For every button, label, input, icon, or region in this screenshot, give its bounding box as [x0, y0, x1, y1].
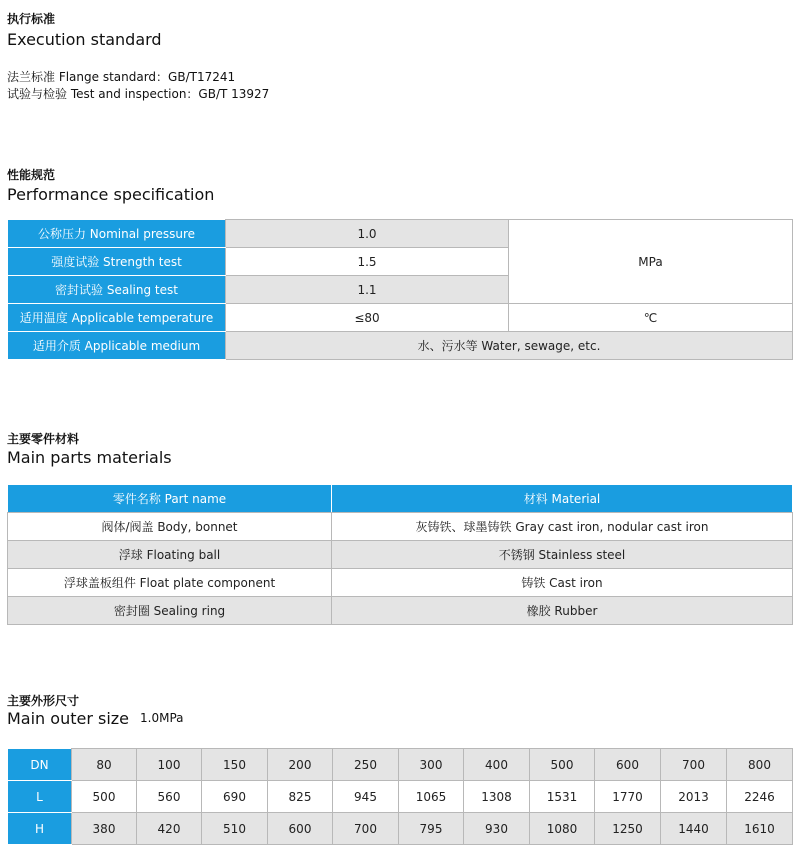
table-row [8, 813, 793, 845]
size-cell: 795 [399, 813, 464, 845]
material-cell: 不锈钢 Stainless steel [332, 541, 793, 569]
size-row-label: H [8, 813, 72, 845]
size-title-en: Main outer size [7, 709, 130, 728]
material-header: 材料 Material [332, 485, 793, 513]
table-row [8, 749, 793, 781]
flange-standard-line: 法兰标准 Flange standard：GB/T17241 [7, 70, 236, 84]
size-row-label: DN [8, 749, 72, 781]
size-cell: 80 [72, 749, 137, 781]
performance-label: 适用温度 Applicable temperature [8, 304, 226, 332]
size-cell: 1308 [464, 781, 530, 813]
table-row [8, 569, 793, 597]
size-cell: 690 [202, 781, 268, 813]
table-row [8, 304, 793, 332]
performance-label: 密封试验 Sealing test [8, 276, 226, 304]
part-name-cell: 浮球盖板组件 Float plate component [8, 569, 332, 597]
table-row [8, 220, 793, 248]
performance-value: ≤80 [226, 304, 509, 332]
size-cell: 1080 [530, 813, 595, 845]
performance-value: 1.5 [226, 248, 509, 276]
size-cell: 500 [530, 749, 595, 781]
table-row [8, 781, 793, 813]
size-cell: 420 [137, 813, 202, 845]
performance-value: 1.1 [226, 276, 509, 304]
size-cell: 700 [661, 749, 727, 781]
size-cell: 300 [399, 749, 464, 781]
size-cell: 1440 [661, 813, 727, 845]
material-cell: 橡胶 Rubber [332, 597, 793, 625]
part-name-cell: 浮球 Floating ball [8, 541, 332, 569]
size-cell: 400 [464, 749, 530, 781]
size-title-cn: 主要外形尺寸 [7, 694, 80, 708]
part-name-cell: 阀体/阀盖 Body, bonnet [8, 513, 332, 541]
size-cell: 510 [202, 813, 268, 845]
performance-label: 公称压力 Nominal pressure [8, 220, 226, 248]
size-cell: 380 [72, 813, 137, 845]
materials-title-en: Main parts materials [7, 448, 172, 467]
performance-value: 水、污水等 Water, sewage, etc. [226, 332, 793, 360]
materials-title-cn: 主要零件材料 [7, 432, 80, 446]
performance-value: 1.0 [226, 220, 509, 248]
size-pressure-subtitle: 1.0MPa [140, 711, 184, 725]
table-row [8, 513, 793, 541]
size-cell: 1610 [727, 813, 793, 845]
size-cell: 2013 [661, 781, 727, 813]
size-cell: 600 [268, 813, 333, 845]
size-cell: 1770 [595, 781, 661, 813]
temperature-unit: ℃ [509, 304, 793, 332]
size-cell: 560 [137, 781, 202, 813]
size-cell: 2246 [727, 781, 793, 813]
table-row [8, 541, 793, 569]
performance-label: 适用介质 Applicable medium [8, 332, 226, 360]
material-cell: 灰铸铁、球墨铸铁 Gray cast iron, nodular cast iron [332, 513, 793, 541]
table-row [8, 332, 793, 360]
part-name-cell: 密封圈 Sealing ring [8, 597, 332, 625]
execution-title-cn: 执行标准 [7, 12, 56, 26]
part-name-header: 零件名称 Part name [8, 485, 332, 513]
performance-title-cn: 性能规范 [7, 168, 56, 182]
performance-table [7, 219, 793, 360]
size-cell: 945 [333, 781, 399, 813]
materials-table [7, 484, 793, 625]
performance-label: 强度试验 Strength test [8, 248, 226, 276]
size-cell: 150 [202, 749, 268, 781]
table-header-row [8, 485, 793, 513]
size-cell: 930 [464, 813, 530, 845]
size-cell: 825 [268, 781, 333, 813]
size-cell: 600 [595, 749, 661, 781]
material-cell: 铸铁 Cast iron [332, 569, 793, 597]
table-row [8, 597, 793, 625]
size-cell: 800 [727, 749, 793, 781]
size-cell: 1250 [595, 813, 661, 845]
size-cell: 200 [268, 749, 333, 781]
size-cell: 500 [72, 781, 137, 813]
execution-title-en: Execution standard [7, 30, 162, 49]
test-inspection-line: 试验与检验 Test and inspection：GB/T 13927 [7, 87, 270, 101]
size-cell: 1531 [530, 781, 595, 813]
size-row-label: L [8, 781, 72, 813]
size-cell: 250 [333, 749, 399, 781]
size-cell: 1065 [399, 781, 464, 813]
pressure-unit: MPa [509, 220, 793, 304]
size-table [7, 748, 793, 845]
size-cell: 100 [137, 749, 202, 781]
size-cell: 700 [333, 813, 399, 845]
performance-title-en: Performance specification [7, 185, 215, 204]
